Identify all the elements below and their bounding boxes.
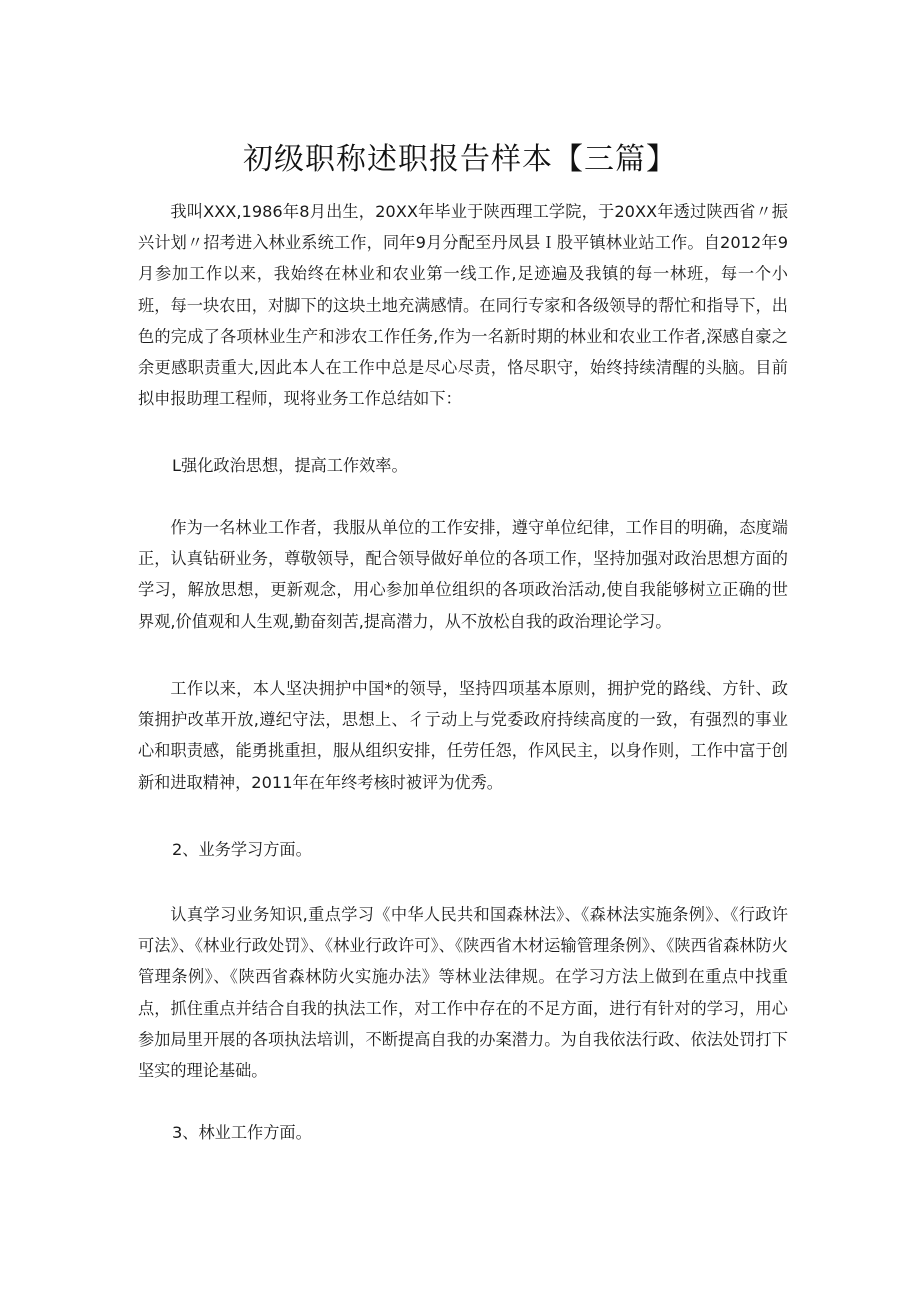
section-2-heading: 2、业务学习方面。 <box>172 840 312 859</box>
section-1-paragraph-2: 工作以来，本人坚决拥护中国*的领导，坚持四项基本原则，拥护党的路线、方针、政策拥护改革开放,遵纪守法，思想上、彳亍动上与党委政府持续高度的一致，有强烈的事业心和职责感，能勇挑重担，服从组织安排，任劳任怨，作风民主，以身作则，工作中富于创新和进取精神，2011年在年终考核时被评为优秀。 <box>138 679 788 792</box>
section-1-heading: L强化政治思想，提高工作效率。 <box>172 456 408 475</box>
section-1-paragraph-1: 作为一名林业工作者，我服从单位的工作安排，遵守单位纪律，工作目的明确，态度端正，认真钻研业务，尊敬领导，配合领导做好单位的各项工作，坚持加强对政治思想方面的学习，解放思想，更新观念，用心参加单位组织的各项政治活动,使自我能够树立正确的世界观,价值观和人生观,勤奋刻苦,提高潜力，从不放松自我的政治理论学习。 <box>138 518 788 631</box>
section-2-paragraph: 认真学习业务知识,重点学习《中华人民共和国森林法》、《森林法实施条例》、《行政许可法》、《林业行政处罚》、《林业行政许可》、《陕西省木材运输管理条例》、《陕西省森林防火管理条例》、《陕西省森林防火实施办法》等林业法律规。在学习方法上做到在重点中找重点，抓住重点并结合自我的执法工作，对工作中存在的不足方面，进行有针对的学习，用心参加局里开展的各项执法培训，不断提高自我的办案潜力。为自我依法行政、依法处罚打下坚实的理论基础。 <box>138 905 788 1081</box>
section-3-heading: 3、林业工作方面。 <box>172 1123 312 1142</box>
document-title: 初级职称述职报告样本【三篇】 <box>243 142 677 177</box>
intro-paragraph: 我叫XXX,1986年8月出生，20XX年毕业于陕西理工学院，于20XX年透过陕西省〃振兴计划〃招考进入林业系统工作，同年9月分配至丹凤县Ｉ股平镇林业站工作。自2012年9月参加工作以来，我始终在林业和农业第一线工作,足迹遍及我镇的每一林班，每一个小班，每一块农田，对脚下的这块土地充满感情。在同行专家和各级领导的帮忙和指导下，出色的完成了各项林业生产和涉农工作任务,作为一名新时期的林业和农业工作者,深感自豪之余更感职责重大,因此本人在工作中总是尽心尽责，恪尽职守，始终持续清醒的头脑。目前拟申报助理工程师，现将业务工作总结如下： <box>138 202 788 409</box>
